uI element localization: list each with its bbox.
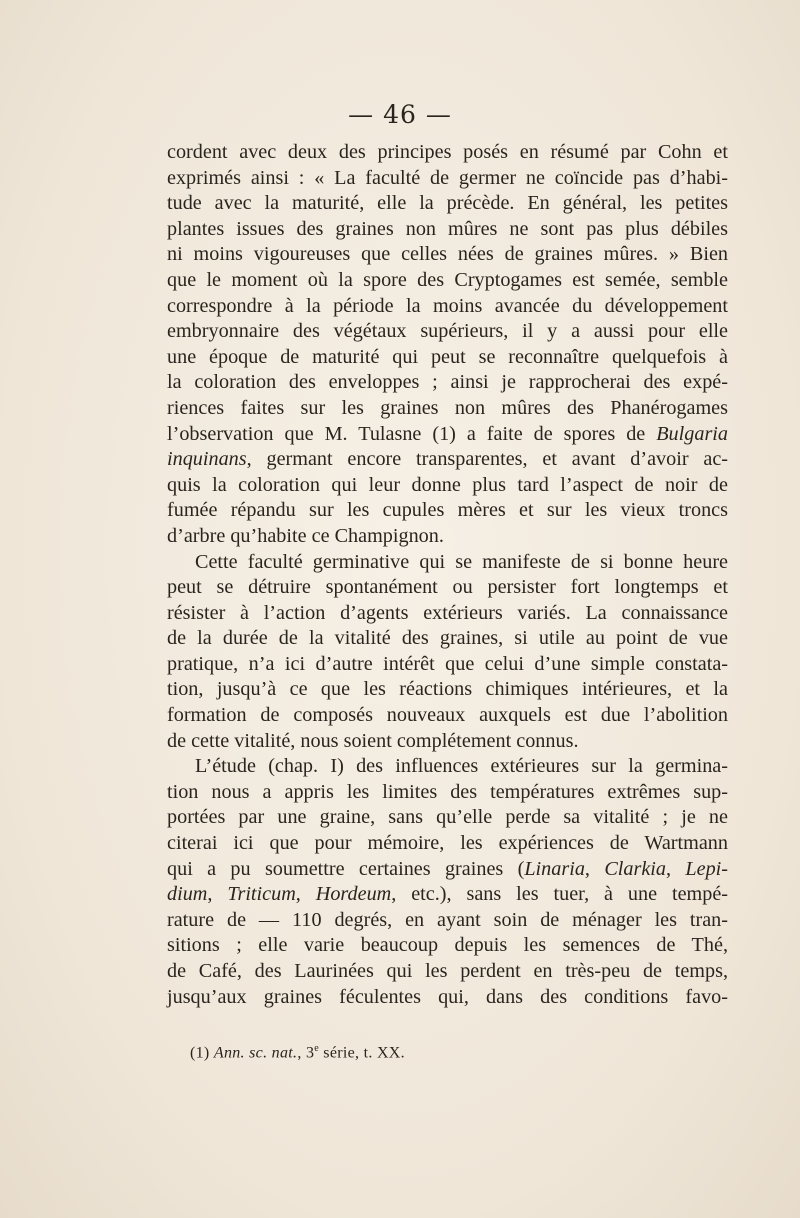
italic-term: inquinans bbox=[167, 448, 247, 471]
text-line: exprimés ainsi : « La faculté de germer ne coïncide pas d’habi- bbox=[167, 166, 728, 189]
text-segment: , etc.), sans les tuer, à une tempé- bbox=[391, 883, 729, 906]
text-line: citerai ici que pour mémoire, les expériences de Wartmann bbox=[167, 832, 728, 855]
page-number: — 46 — bbox=[348, 100, 452, 129]
body-text bbox=[167, 140, 728, 1010]
text-line: la coloration des enveloppes ; ainsi je rapprocherai des expé- bbox=[167, 371, 728, 394]
text-line: Cette faculté germinative qui se manifeste de si bonne heure bbox=[195, 550, 728, 573]
text-line: fumée répandu sur les cupules mères et sur les vieux troncs bbox=[167, 499, 728, 522]
italic-term: dium bbox=[167, 883, 208, 906]
text-line: formation de composés nouveaux auxquels est due l’abolition bbox=[167, 704, 728, 727]
text-line bbox=[167, 857, 728, 883]
text-line: riences faites sur les graines non mûres des Phanérogames bbox=[167, 396, 728, 419]
text-line: portées par une graine, sans qu’elle perde sa vitalité ; je ne bbox=[167, 806, 728, 829]
italic-term: Lepi- bbox=[685, 857, 729, 880]
italic-term: Clarkia bbox=[604, 857, 666, 880]
text-line: rature de — 110 degrés, en ayant soin de ménager les tran- bbox=[167, 908, 728, 931]
text-line: peut se détruire spontanément ou persister fort longtemps et bbox=[167, 576, 728, 599]
italic-term: Triticum bbox=[227, 883, 296, 906]
text-line: cordent avec deux des principes posés en résumé par Cohn et bbox=[167, 141, 728, 163]
text-segment: l’observation que M. Tulasne (1) a faite de spores de bbox=[167, 422, 657, 445]
italic-term: Hordeum bbox=[315, 883, 392, 906]
text-line: une époque de maturité qui peut se reconnaître quelquefois à bbox=[167, 345, 728, 368]
text-segment: qui a pu soumettre certaines graines ( bbox=[167, 857, 525, 880]
text-segment: , bbox=[207, 883, 228, 906]
text-line: jusqu’aux graines féculentes qui, dans des conditions favo- bbox=[167, 985, 728, 1008]
text-line: tude avec la maturité, elle la précède. En général, les petites bbox=[167, 192, 728, 215]
text-line: de la durée de la vitalité des graines, si utile au point de vue bbox=[167, 627, 728, 650]
text-line: ni moins vigoureuses que celles nées de graines mûres. » Bien bbox=[167, 243, 728, 266]
text-line bbox=[167, 422, 728, 448]
italic-term: Linaria bbox=[524, 857, 585, 880]
text-line: tion nous a appris les limites des températures extrêmes sup- bbox=[167, 780, 728, 803]
footnote-series-rest: série, t. XX. bbox=[319, 1044, 405, 1062]
text-line: d’arbre qu’habite ce Champignon. bbox=[167, 524, 444, 547]
text-line: embryonnaire des végétaux supérieurs, il y a aussi pour elle bbox=[167, 320, 728, 343]
text-line: quis la coloration qui leur donne plus tard l’aspect de noir de bbox=[167, 473, 728, 496]
text-line bbox=[167, 882, 728, 908]
text-segment: , bbox=[295, 883, 316, 906]
text-segment: , bbox=[666, 857, 686, 880]
text-line: L’étude (chap. I) des influences extérieures sur la germina- bbox=[195, 755, 728, 778]
text-segment: , bbox=[584, 857, 605, 880]
text-segment: , germant encore transparentes, et avant d’avoir ac- bbox=[246, 448, 728, 471]
footnote-series-sup: e bbox=[314, 1043, 319, 1054]
text-line: pratique, n’a ici d’autre intérêt que celui d’une simple constata- bbox=[167, 652, 728, 675]
footnote-series-number: 3 bbox=[305, 1044, 315, 1062]
text-line: sitions ; elle varie beaucoup depuis les semences de Thé, bbox=[167, 934, 728, 957]
text-line: de cette vitalité, nous soient complétement connus. bbox=[167, 729, 579, 752]
text-line: correspondre à la période la moins avancée du développement bbox=[167, 294, 728, 317]
text-line: plantes issues des graines non mûres ne sont pas plus débiles bbox=[167, 217, 728, 240]
italic-term: Bulgaria bbox=[656, 422, 728, 445]
text-line: que le moment où la spore des Cryptogames est semée, semble bbox=[167, 268, 728, 291]
footnote-journal: Ann. sc. nat. bbox=[213, 1044, 298, 1062]
text-line: de Café, des Laurinées qui les perdent en très-peu de temps, bbox=[167, 960, 728, 982]
text-line: tion, jusqu’à ce que les réactions chimiques intérieures, et la bbox=[167, 678, 728, 701]
footnote-mark: (1) bbox=[190, 1044, 210, 1062]
footnote: (1) Ann. sc. nat., 3e série, t. XX. bbox=[190, 1043, 405, 1062]
text-line: résister à l’action d’agents extérieurs variés. La connaissance bbox=[167, 601, 728, 624]
text-line bbox=[167, 447, 728, 473]
